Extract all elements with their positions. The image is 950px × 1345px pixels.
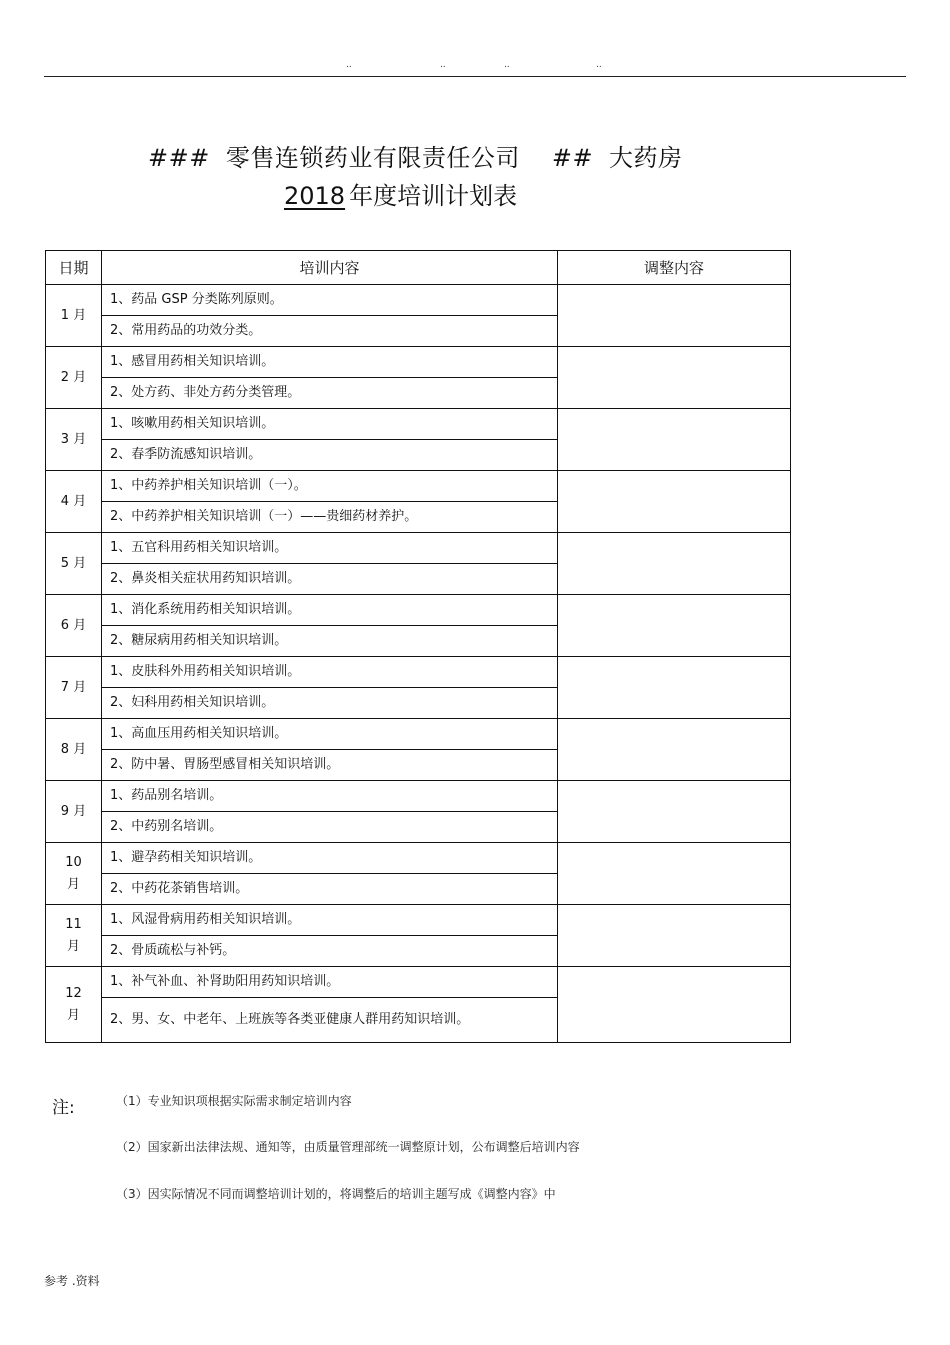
table-row — [46, 595, 791, 626]
month-cell: 7 月 — [46, 657, 102, 719]
header-date: 日期 — [46, 251, 102, 285]
month-cell: 1 月 — [46, 285, 102, 347]
adjust-cell — [558, 967, 791, 1043]
adjust-cell — [558, 719, 791, 781]
training-item-cell: 1、五官科用药相关知识培训。 — [102, 533, 558, 564]
table-row — [46, 843, 791, 874]
table-row — [46, 409, 791, 440]
training-item-cell: 2、常用药品的功效分类。 — [102, 316, 558, 347]
month-cell: 12 月 — [46, 967, 102, 1043]
table-row — [46, 781, 791, 812]
training-item-cell: 2、中药养护相关知识培训（一）——贵细药材养护。 — [102, 502, 558, 533]
training-item-cell: 1、中药养护相关知识培训（一）。 — [102, 471, 558, 502]
header-dot: .. — [440, 60, 446, 70]
table-row — [46, 347, 791, 378]
adjust-cell — [558, 409, 791, 471]
footer-text: 参考 .资料 — [44, 1274, 100, 1288]
training-item-cell: 2、糖尿病用药相关知识培训。 — [102, 626, 558, 657]
month-cell: 8 月 — [46, 719, 102, 781]
adjust-cell — [558, 471, 791, 533]
table-row — [46, 533, 791, 564]
training-item-cell: 2、鼻炎相关症状用药知识培训。 — [102, 564, 558, 595]
table-body — [46, 285, 791, 1043]
plan-year: 2018 — [284, 182, 346, 210]
training-plan-table — [45, 250, 791, 1043]
training-item-cell: 1、药品别名培训。 — [102, 781, 558, 812]
header-rule — [44, 76, 906, 77]
training-item-cell: 1、高血压用药相关知识培训。 — [102, 719, 558, 750]
table-row — [46, 471, 791, 502]
month-cell: 5 月 — [46, 533, 102, 595]
table-row — [46, 657, 791, 688]
adjust-cell — [558, 595, 791, 657]
adjust-cell — [558, 657, 791, 719]
training-item-cell: 2、春季防流感知识培训。 — [102, 440, 558, 471]
training-item-cell: 2、骨质疏松与补钙。 — [102, 936, 558, 967]
store-name: 大药房 — [609, 144, 683, 172]
header-adjust: 调整内容 — [558, 251, 791, 285]
adjust-cell — [558, 905, 791, 967]
notes-label: 注: — [52, 1098, 75, 1118]
store-prefix: ## — [551, 144, 594, 172]
month-cell: 3 月 — [46, 409, 102, 471]
training-item-cell: 1、皮肤科外用药相关知识培训。 — [102, 657, 558, 688]
document-title — [148, 138, 708, 173]
month-cell: 11 月 — [46, 905, 102, 967]
adjust-cell — [558, 843, 791, 905]
table-row — [46, 285, 791, 316]
table-row — [46, 905, 791, 936]
training-item-cell: 2、中药花茶销售培训。 — [102, 874, 558, 905]
training-item-cell: 2、防中暑、胃肠型感冒相关知识培训。 — [102, 750, 558, 781]
training-item-cell: 2、妇科用药相关知识培训。 — [102, 688, 558, 719]
note-item: （1）专业知识项根据实际需求制定培训内容 — [116, 1094, 352, 1108]
month-cell: 2 月 — [46, 347, 102, 409]
training-item-cell: 2、中药别名培训。 — [102, 812, 558, 843]
document-subtitle — [278, 176, 598, 211]
training-item-cell: 1、药品 GSP 分类陈列原则。 — [102, 285, 558, 316]
training-item-cell: 2、处方药、非处方药分类管理。 — [102, 378, 558, 409]
adjust-cell — [558, 285, 791, 347]
training-item-cell: 1、消化系统用药相关知识培训。 — [102, 595, 558, 626]
month-cell: 10 月 — [46, 843, 102, 905]
header-dot: .. — [346, 60, 352, 70]
table-header-row — [46, 251, 791, 285]
header-dot: .. — [504, 60, 510, 70]
adjust-cell — [558, 781, 791, 843]
header-dot: .. — [596, 60, 602, 70]
plan-title: 年度培训计划表 — [349, 182, 518, 210]
table-row — [46, 719, 791, 750]
header-content: 培训内容 — [102, 251, 558, 285]
training-item-cell: 1、补气补血、补肾助阳用药知识培训。 — [102, 967, 558, 998]
note-item: （3）因实际情况不同而调整培训计划的，将调整后的培训主题写成《调整内容》中 — [116, 1187, 556, 1201]
training-item-cell: 1、风湿骨病用药相关知识培训。 — [102, 905, 558, 936]
training-item-cell: 1、感冒用药相关知识培训。 — [102, 347, 558, 378]
training-item-cell: 1、咳嗽用药相关知识培训。 — [102, 409, 558, 440]
note-item: （2）国家新出法律法规、通知等，由质量管理部统一调整原计划，公布调整后培训内容 — [116, 1140, 580, 1154]
table-row — [46, 967, 791, 998]
adjust-cell — [558, 347, 791, 409]
adjust-cell — [558, 533, 791, 595]
company-name: 零售连锁药业有限责任公司 — [225, 144, 520, 172]
month-cell: 9 月 — [46, 781, 102, 843]
training-item-cell: 1、避孕药相关知识培训。 — [102, 843, 558, 874]
company-prefix: ### — [148, 144, 210, 172]
header-dots — [0, 60, 950, 74]
month-cell: 4 月 — [46, 471, 102, 533]
training-item-cell: 2、男、女、中老年、上班族等各类亚健康人群用药知识培训。 — [102, 998, 558, 1043]
month-cell: 6 月 — [46, 595, 102, 657]
